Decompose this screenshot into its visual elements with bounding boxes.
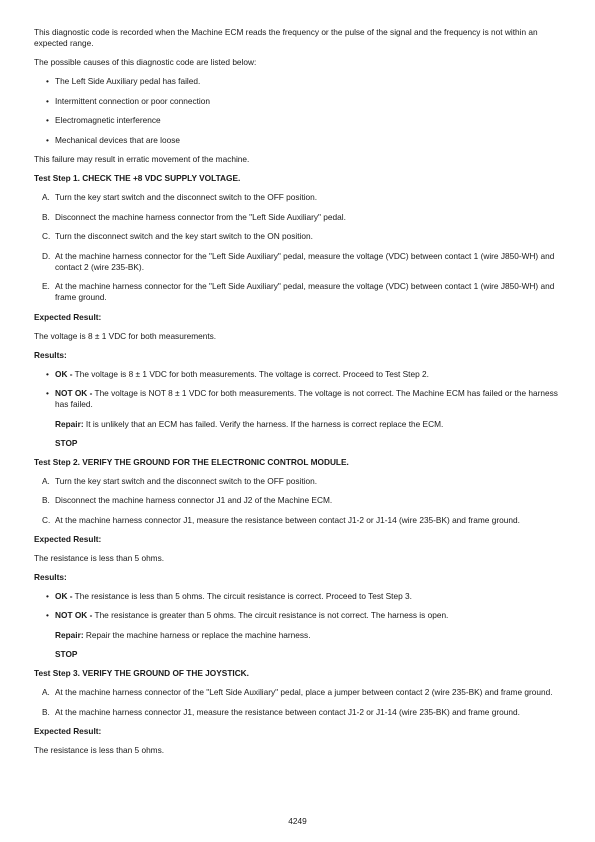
not-ok-text: The resistance is greater than 5 ohms. The circuit resistance is not correct. The harness is open. xyxy=(92,610,449,620)
not-ok-label: NOT OK - xyxy=(55,387,93,398)
step-letter: B. xyxy=(42,706,50,717)
step-text: Disconnect the machine harness connector from the "Left Side Auxiliary" pedal. xyxy=(55,211,346,222)
ok-text: The resistance is less than 5 ohms. The circuit resistance is correct. Proceed to Test Step 3. xyxy=(72,591,412,601)
step2-results xyxy=(34,591,564,660)
failure-note: This failure may result in erratic movement of the machine. xyxy=(34,154,250,164)
page-number: 4249 xyxy=(288,816,307,826)
not-ok-label: NOT OK - xyxy=(55,610,93,620)
repair-text: Repair the machine harness or replace the machine harness. xyxy=(83,630,311,640)
list-item: • Electromagnetic interference xyxy=(34,115,564,126)
step-letter: A. xyxy=(42,475,50,486)
step-item xyxy=(34,212,564,223)
expected-result-text: The voltage is 8 ± 1 VDC for both measurements. xyxy=(34,330,217,341)
step-letter: E. xyxy=(42,281,50,291)
list-item: • Mechanical devices that are loose xyxy=(34,135,564,146)
repair-label: Repair: xyxy=(55,418,84,429)
step-text: At the machine harness connector for the "Left Side Auxiliary" pedal, measure the voltage (VDC) between contact 1 (wire J850-WH) and frame ground. xyxy=(55,281,555,302)
intro-paragraph: This diagnostic code is recorded when the Machine ECM reads the frequency or the pulse of the signal and the frequency is not within an expected range. xyxy=(34,27,538,48)
step-letter: C. xyxy=(42,514,51,525)
step1-results xyxy=(34,369,564,449)
step-letter: C. xyxy=(42,231,51,241)
step-text: At the machine harness connector of the "Left Side Auxiliary" pedal, place a jumper between contact 2 (wire 235-BK) and frame ground. xyxy=(55,687,553,697)
ok-label: OK - xyxy=(55,368,73,379)
repair-note xyxy=(55,419,564,430)
step2-list xyxy=(34,476,564,526)
result-not-ok xyxy=(34,388,564,449)
step-item xyxy=(34,495,564,506)
not-ok-text: The voltage is NOT 8 ± 1 VDC for both measurements. The voltage is not correct. The Machine ECM has failed or the harness has failed. xyxy=(55,387,558,409)
causes-intro: The possible causes of this diagnostic code are listed below: xyxy=(34,57,257,67)
step-text: At the machine harness connector for the "Left Side Auxiliary" pedal, measure the voltage (VDC) between contact 1 (wire J850-WH) and contact 2 (wire 235-BK). xyxy=(55,250,555,272)
repair-note xyxy=(55,630,564,641)
step-text: At the machine harness connector J1, measure the resistance between contact J1-2 or J1-14 (wire 235-BK) and frame ground. xyxy=(55,514,520,525)
step-item xyxy=(34,707,564,718)
step-text: Turn the key start switch and the disconnect switch to the OFF position. xyxy=(55,192,318,202)
step-text: At the machine harness connector J1, measure the resistance between contact J1-2 or J1-14 (wire 235-BK) and frame ground. xyxy=(55,706,520,717)
step1-list xyxy=(34,192,564,303)
repair-label: Repair: xyxy=(55,630,84,640)
results-label: Results: xyxy=(34,572,67,582)
step-item xyxy=(34,476,564,487)
list-item: • Intermittent connection or poor connection xyxy=(34,96,564,107)
step-letter: B. xyxy=(42,495,50,505)
expected-result-label: Expected Result: xyxy=(34,311,102,322)
repair-text: It is unlikely that an ECM has failed. Verify the harness. If the harness is correct replace the ECM. xyxy=(83,418,444,429)
results-label: Results: xyxy=(34,349,67,360)
step-letter: D. xyxy=(42,250,51,261)
step-item xyxy=(34,231,564,242)
ok-text: The voltage is 8 ± 1 VDC for both measurements. The voltage is correct. Proceed to Test Step 2. xyxy=(72,368,429,379)
expected-result-label: Expected Result: xyxy=(34,534,102,544)
result-not-ok xyxy=(34,610,564,660)
document-body xyxy=(34,27,564,764)
step-text: Turn the disconnect switch and the key start switch to the ON position. xyxy=(55,231,313,241)
stop-label: STOP xyxy=(55,649,78,659)
step-text: Turn the key start switch and the disconnect switch to the OFF position. xyxy=(55,475,318,486)
causes-list xyxy=(34,76,564,146)
step-letter: B. xyxy=(42,211,50,222)
step3-list xyxy=(34,687,564,718)
step1-title: Test Step 1. CHECK THE +8 VDC SUPPLY VOLTAGE. xyxy=(34,173,241,183)
step-item xyxy=(34,281,564,303)
list-item: • The Left Side Auxiliary pedal has failed. xyxy=(34,76,564,87)
step-item xyxy=(34,192,564,203)
step3-title: Test Step 3. VERIFY THE GROUND OF THE JOYSTICK. xyxy=(34,668,249,678)
step-item xyxy=(34,515,564,526)
expected-result-label: Expected Result: xyxy=(34,726,102,736)
step-item xyxy=(34,251,564,273)
expected-result-text: The resistance is less than 5 ohms. xyxy=(34,553,165,563)
expected-result-text: The resistance is less than 5 ohms. xyxy=(34,745,165,755)
result-ok xyxy=(34,369,564,380)
step-item xyxy=(34,687,564,698)
step-letter: A. xyxy=(42,192,50,202)
stop-label: STOP xyxy=(55,437,78,448)
step-text: Disconnect the machine harness connector J1 and J2 of the Machine ECM. xyxy=(55,495,333,505)
ok-label: OK - xyxy=(55,591,73,601)
result-ok xyxy=(34,591,564,602)
step2-title: Test Step 2. VERIFY THE GROUND FOR THE ELECTRONIC CONTROL MODULE. xyxy=(34,456,349,467)
step-letter: A. xyxy=(42,687,50,697)
